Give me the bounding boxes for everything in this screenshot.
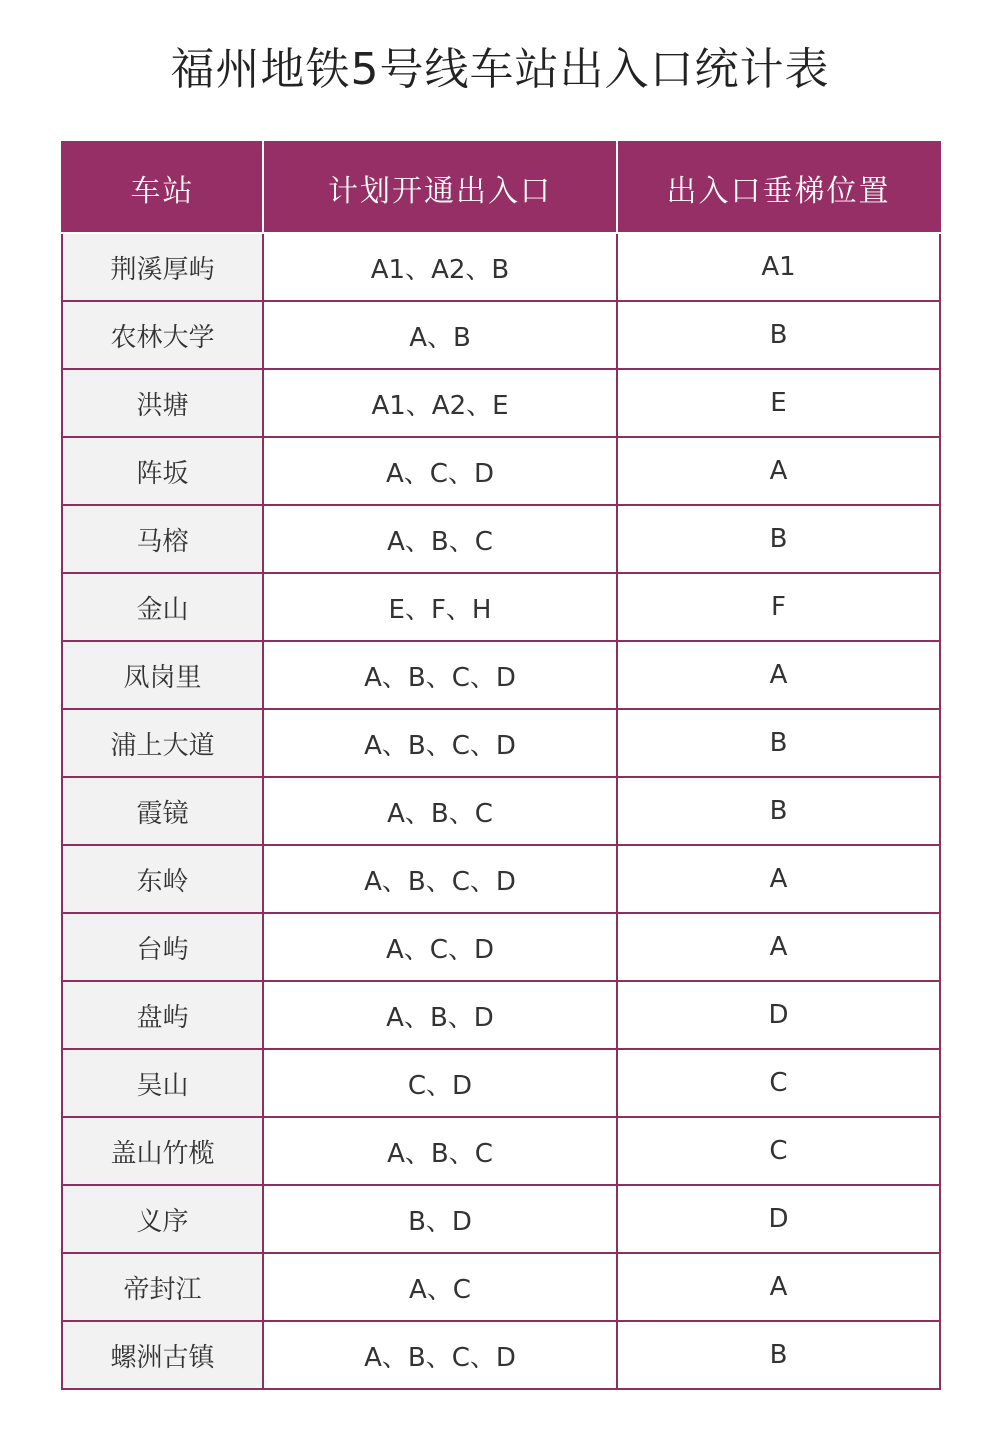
planned-exits-cell: B、D: [263, 1185, 617, 1253]
planned-exits-cell: E、F、H: [263, 573, 617, 641]
planned-exits-cell: A、B、C: [263, 505, 617, 573]
elevator-cell: A: [617, 845, 940, 913]
elevator-cell: D: [617, 981, 940, 1049]
station-cell: 霞镜: [62, 777, 263, 845]
station-cell: 金山: [62, 573, 263, 641]
planned-exits-cell: A、B: [263, 301, 617, 369]
planned-exits-cell: A、B、C、D: [263, 709, 617, 777]
table-row: [62, 1185, 940, 1253]
table-row: [62, 1253, 940, 1321]
station-exits-table: [61, 141, 941, 1390]
elevator-cell: A: [617, 1253, 940, 1321]
elevator-cell: F: [617, 573, 940, 641]
elevator-cell: B: [617, 709, 940, 777]
elevator-cell: B: [617, 1321, 940, 1389]
planned-exits-cell: A、B、C: [263, 777, 617, 845]
station-cell: 义序: [62, 1185, 263, 1253]
table-header: [62, 142, 940, 233]
table-row: [62, 641, 940, 709]
station-cell: 台屿: [62, 913, 263, 981]
elevator-cell: C: [617, 1117, 940, 1185]
elevator-cell: D: [617, 1185, 940, 1253]
table-row: [62, 437, 940, 505]
station-cell: 洪塘: [62, 369, 263, 437]
elevator-cell: A: [617, 641, 940, 709]
table-row: [62, 1049, 940, 1117]
elevator-cell: A: [617, 437, 940, 505]
elevator-cell: B: [617, 301, 940, 369]
station-cell: 帝封江: [62, 1253, 263, 1321]
table-body: [62, 233, 940, 1389]
station-cell: 吴山: [62, 1049, 263, 1117]
elevator-cell: A: [617, 913, 940, 981]
elevator-cell: B: [617, 505, 940, 573]
elevator-cell: A1: [617, 233, 940, 301]
table-row: [62, 1321, 940, 1389]
planned-exits-cell: A1、A2、E: [263, 369, 617, 437]
table-row: [62, 1117, 940, 1185]
planned-exits-cell: A、B、C: [263, 1117, 617, 1185]
planned-exits-cell: A、B、D: [263, 981, 617, 1049]
station-cell: 盘屿: [62, 981, 263, 1049]
table-row: [62, 369, 940, 437]
header-row: [62, 142, 940, 233]
table-row: [62, 913, 940, 981]
station-cell: 浦上大道: [62, 709, 263, 777]
table-row: [62, 709, 940, 777]
station-cell: 农林大学: [62, 301, 263, 369]
planned-exits-cell: A、B、C、D: [263, 641, 617, 709]
station-cell: 凤岗里: [62, 641, 263, 709]
header-elevator-location: 出入口垂梯位置: [617, 142, 940, 233]
table-row: [62, 505, 940, 573]
planned-exits-cell: A、B、C、D: [263, 1321, 617, 1389]
planned-exits-cell: A、C、D: [263, 913, 617, 981]
planned-exits-cell: A、C、D: [263, 437, 617, 505]
station-cell: 螺洲古镇: [62, 1321, 263, 1389]
page-title: 福州地铁5号线车站出入口统计表: [170, 44, 830, 95]
elevator-cell: B: [617, 777, 940, 845]
planned-exits-cell: A1、A2、B: [263, 233, 617, 301]
planned-exits-cell: A、B、C、D: [263, 845, 617, 913]
station-cell: 阵坂: [62, 437, 263, 505]
table-row: [62, 777, 940, 845]
table-row: [62, 845, 940, 913]
station-cell: 东岭: [62, 845, 263, 913]
planned-exits-cell: A、C: [263, 1253, 617, 1321]
elevator-cell: E: [617, 369, 940, 437]
table-row: [62, 981, 940, 1049]
elevator-cell: C: [617, 1049, 940, 1117]
station-cell: 盖山竹榄: [62, 1117, 263, 1185]
header-station: 车站: [62, 142, 263, 233]
table-row: [62, 233, 940, 301]
header-planned-exits: 计划开通出入口: [263, 142, 617, 233]
planned-exits-cell: C、D: [263, 1049, 617, 1117]
station-cell: 马榕: [62, 505, 263, 573]
station-cell: 荆溪厚屿: [62, 233, 263, 301]
table-row: [62, 573, 940, 641]
table-row: [62, 301, 940, 369]
